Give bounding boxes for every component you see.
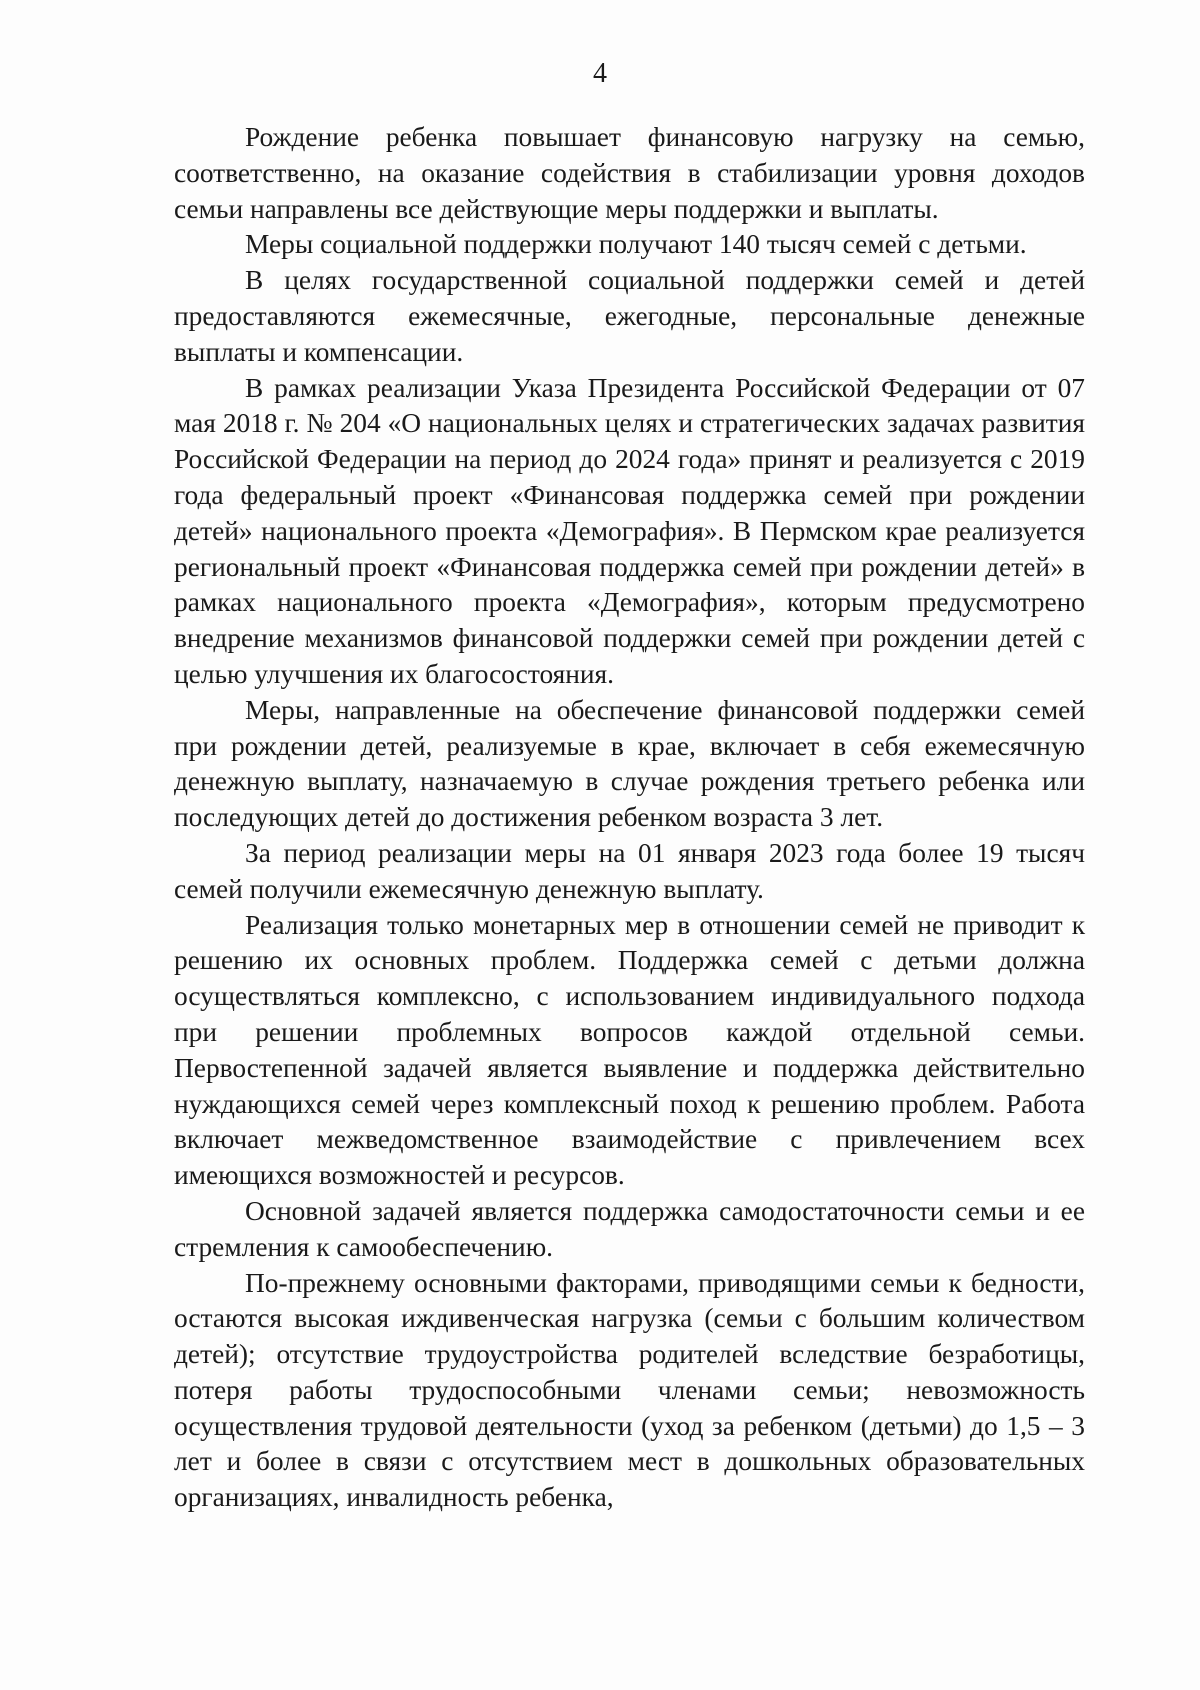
paragraph: По-прежнему основными факторами, приводящими семьи к бедности, остаются высокая иждивенческая нагрузка (семьи с большим количеством детей); отсутствие трудоустройства родителей вследствие безработицы, потеря работы трудоспособными членами семьи; невозможность осуществления трудовой деятельности (уход за ребенком (детьми) до 1,5 – 3 лет и более в связи с отсутствием мест в дошкольных образовательных организациях, инвалидность ребенка,	[174, 1267, 1085, 1513]
paragraph: В целях государственной социальной поддержки семей и детей предоставляются ежемесячные, ежегодные, персональные денежные выплаты и компенсации.	[174, 265, 1085, 367]
paragraph: За период реализации меры на 01 января 2023 года более 19 тысяч семей получили ежемесячную денежную выплату.	[174, 837, 1085, 904]
paragraph: Меры, направленные на обеспечение финансовой поддержки семей при рождении детей, реализуемые в крае, включает в себя ежемесячную денежную выплату, назначаемую в случае рождения третьего ребенка или последующих детей до достижения ребенком возраста 3 лет.	[174, 694, 1085, 833]
paragraph: Меры социальной поддержки получают 140 тысяч семей с детьми.	[245, 229, 1027, 260]
paragraph: В рамках реализации Указа Президента Российской Федерации от 07 мая 2018 г. № 204 «О национальных целях и стратегических задачах развития Российской Федерации на период до 2024 года» принят и реализуется с 2019 года федеральный проект «Финансовая поддержка семей при рождении детей» национального проекта «Демография». В Пермском крае реализуется региональный проект «Финансовая поддержка семей при рождении детей» в рамках национального проекта «Демография», которым предусмотрено внедрение механизмов финансовой поддержки семей при рождении детей с целью улучшения их благосостояния.	[174, 372, 1085, 689]
page-number: 4	[593, 58, 607, 89]
paragraph: Основной задачей является поддержка самодостаточности семьи и ее стремления к самообеспечению.	[174, 1195, 1085, 1262]
paragraph: Рождение ребенка повышает финансовую нагрузку на семью, соответственно, на оказание содействия в стабилизации уровня доходов семьи направлены все действующие меры поддержки и выплаты.	[174, 122, 1085, 224]
paragraph: Реализация только монетарных мер в отношении семей не приводит к решению их основных проблем. Поддержка семей с детьми должна осуществляться комплексно, с использованием индивидуального подхода при решении проблемных вопросов каждой отдельной семьи. Первостепенной задачей является выявление и поддержка действительно нуждающихся семей через комплексный поход к решению проблем. Работа включает межведомственное взаимодействие с привлечением всех имеющихся возможностей и ресурсов.	[174, 909, 1085, 1191]
document-body	[174, 120, 1085, 1516]
